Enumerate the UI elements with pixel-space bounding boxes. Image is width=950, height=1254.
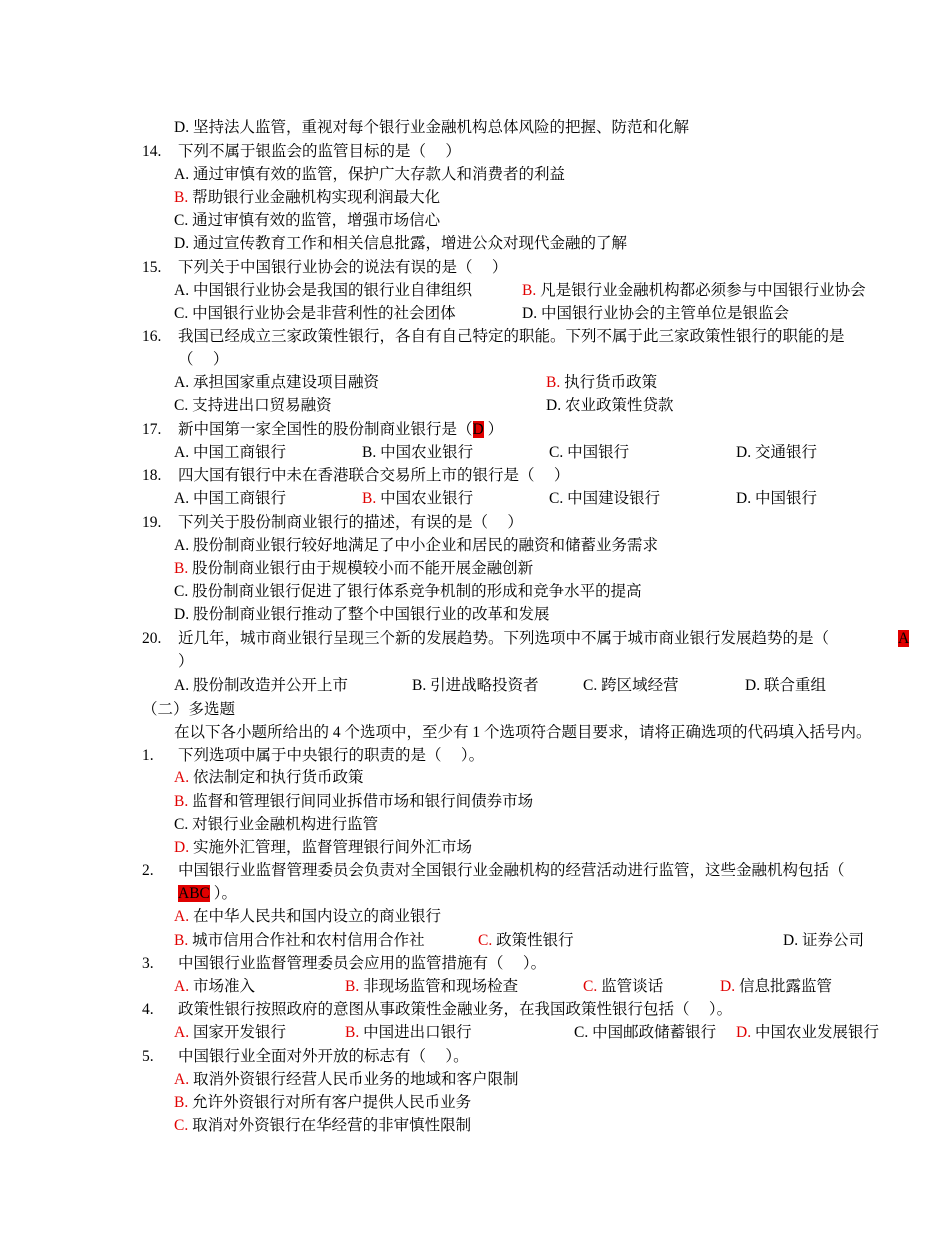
q17-option-c: C. 中国银行 — [549, 444, 630, 461]
m3-option-b: B. 非现场监管和现场检查 — [345, 978, 519, 995]
q16-option-c: C. 支持进出口贸易融资 — [174, 397, 332, 414]
answer-letter: D. — [720, 978, 736, 995]
answer-letter: A. — [174, 1024, 190, 1041]
answer-letter: C. — [174, 1117, 189, 1134]
q14-option-a: A. 通过审慎有效的监管，保护广大存款人和消费者的利益 — [174, 166, 565, 183]
m4-stem: 政策性银行按照政府的意图从事政策性金融业务，在我国政策性银行包括（ ）。 — [178, 1001, 733, 1018]
q19-option-b: B. 股份制商业银行由于规模较小而不能开展金融创新 — [174, 560, 534, 577]
m4-number: 4. — [142, 1001, 154, 1018]
q17-stem: 新中国第一家全国性的股份制商业银行是（D ） — [178, 421, 504, 438]
m1-option-d: D. 实施外汇管理，监督管理银行间外汇市场 — [174, 839, 472, 856]
q20-option-d: D. 联合重组 — [745, 677, 826, 694]
q17-number: 17. — [142, 421, 162, 438]
q19-option-a: A. 股份制商业银行较好地满足了中小企业和居民的融资和储蓄业务需求 — [174, 537, 658, 554]
m1-option-c: C. 对银行业金融机构进行监管 — [174, 816, 379, 833]
q18-option-c: C. 中国建设银行 — [549, 490, 661, 507]
answer-letter: A. — [174, 978, 190, 995]
answer-letter: B. — [522, 282, 537, 299]
q20-number: 20. — [142, 630, 162, 647]
answer-letter: B. — [174, 793, 189, 810]
q16-stem-cont: （ ） — [178, 351, 229, 368]
q15-option-c: C. 中国银行业协会是非营利性的社会团体 — [174, 305, 456, 322]
section-title: （二）多选题 — [142, 701, 236, 718]
m2-option-d: D. 证券公司 — [783, 932, 864, 949]
q20-stem-cont: ） — [178, 653, 194, 670]
m5-option-a: A. 取消外资银行经营人民币业务的地域和客户限制 — [174, 1071, 519, 1088]
answer-letter: B. — [345, 978, 360, 995]
q15-number: 15. — [142, 259, 162, 276]
section-instruction: 在以下各小题所给出的 4 个选项中，至少有 1 个选项符合题目要求，请将正确选项的代码填入括号内。 — [174, 724, 872, 741]
q20-answer — [898, 629, 909, 649]
q13-option-d: D. 坚持法人监管，重视对每个银行业金融机构总体风险的把握、防范和化解 — [174, 119, 689, 136]
answer-highlight: A — [898, 630, 910, 647]
m1-option-b: B. 监督和管理银行间同业拆借市场和银行间债券市场 — [174, 793, 534, 810]
q18-stem: 四大国有银行中未在香港联合交易所上市的银行是（ ） — [178, 467, 570, 484]
m1-number: 1. — [142, 747, 154, 764]
q19-option-c: C. 股份制商业银行促进了银行体系竞争机制的形成和竞争水平的提高 — [174, 583, 642, 600]
q14-option-b: B. 帮助银行业金融机构实现利润最大化 — [174, 189, 441, 206]
m4-option-d: D. 中国农业发展银行 — [736, 1024, 879, 1041]
m3-option-a: A. 市场准入 — [174, 978, 255, 995]
answer-letter: C. — [583, 978, 598, 995]
answer-letter: B. — [345, 1024, 360, 1041]
q18-option-a: A. 中国工商银行 — [174, 490, 286, 507]
m2-number: 2. — [142, 862, 154, 879]
answer-letter: A. — [174, 769, 190, 786]
m3-option-d: D. 信息批露监管 — [720, 978, 832, 995]
m4-option-b: B. 中国进出口银行 — [345, 1024, 472, 1041]
m1-stem: 下列选项中属于中央银行的职责的是（ ）。 — [178, 747, 485, 764]
m4-option-a: A. 国家开发银行 — [174, 1024, 286, 1041]
m2-stem-cont: ABC ）。 — [178, 885, 238, 902]
answer-letter: B. — [174, 932, 189, 949]
q20-stem: 近几年，城市商业银行呈现三个新的发展趋势。下列选项中不属于城市商业银行发展趋势的是（ — [178, 630, 830, 647]
q15-option-a: A. 中国银行业协会是我国的银行业自律组织 — [174, 282, 472, 299]
q20-option-a: A. 股份制改造并公开上市 — [174, 677, 348, 694]
m4-option-c: C. 中国邮政储蓄银行 — [574, 1024, 717, 1041]
answer-letter: A. — [174, 908, 190, 925]
q17-option-a: A. 中国工商银行 — [174, 444, 286, 461]
answer-letter: D. — [736, 1024, 752, 1041]
q18-number: 18. — [142, 467, 162, 484]
q16-stem: 我国已经成立三家政策性银行，各自有自己特定的职能。下列不属于此三家政策性银行的职能的是 — [178, 328, 845, 345]
answer-letter: B. — [362, 490, 377, 507]
q19-stem: 下列关于股份制商业银行的描述，有误的是（ ） — [178, 514, 523, 531]
answer-highlight: D — [472, 421, 484, 438]
q15-stem: 下列关于中国银行业协会的说法有误的是（ ） — [178, 259, 508, 276]
q18-option-d: D. 中国银行 — [736, 490, 817, 507]
q14-stem: 下列不属于银监会的监管目标的是（ ） — [178, 143, 461, 160]
q20-option-c: C. 跨区域经营 — [583, 677, 679, 694]
m2-option-c: C. 政策性银行 — [478, 932, 574, 949]
m5-option-c: C. 取消对外资银行在华经营的非审慎性限制 — [174, 1117, 472, 1134]
q19-option-d: D. 股份制商业银行推动了整个中国银行业的改革和发展 — [174, 606, 550, 623]
m5-number: 5. — [142, 1048, 154, 1065]
q15-option-d: D. 中国银行业协会的主管单位是银监会 — [522, 305, 789, 322]
q20-option-b: B. 引进战略投资者 — [412, 677, 539, 694]
q16-number: 16. — [142, 328, 162, 345]
q14-option-d: D. 通过宣传教育工作和相关信息批露，增进公众对现代金融的了解 — [174, 235, 627, 252]
answer-letter: B. — [546, 374, 561, 391]
answer-letter: B. — [174, 560, 189, 577]
answer-letter: B. — [174, 1094, 189, 1111]
q17-option-b: B. 中国农业银行 — [362, 444, 474, 461]
m5-option-b: B. 允许外资银行对所有客户提供人民币业务 — [174, 1094, 472, 1111]
q16-option-a: A. 承担国家重点建设项目融资 — [174, 374, 379, 391]
q14-number: 14. — [142, 143, 162, 160]
m2-option-b: B. 城市信用合作社和农村信用合作社 — [174, 932, 425, 949]
answer-letter: A. — [174, 1071, 190, 1088]
q17-option-d: D. 交通银行 — [736, 444, 817, 461]
answer-letter: D. — [174, 839, 190, 856]
m1-option-a: A. 依法制定和执行货币政策 — [174, 769, 364, 786]
m3-number: 3. — [142, 955, 154, 972]
q18-option-b: B. 中国农业银行 — [362, 490, 474, 507]
q16-option-b: B. 执行货币政策 — [546, 374, 658, 391]
answer-highlight: ABC — [178, 885, 210, 902]
m2-stem: 中国银行业监督管理委员会负责对全国银行业金融机构的经营活动进行监管，这些金融机构包括（ — [178, 862, 845, 879]
q16-option-d: D. 农业政策性贷款 — [546, 397, 674, 414]
q15-option-b: B. 凡是银行业金融机构都必须参与中国银行业协会 — [522, 282, 866, 299]
m3-option-c: C. 监管谈话 — [583, 978, 664, 995]
q14-option-c: C. 通过审慎有效的监管，增强市场信心 — [174, 212, 441, 229]
m3-stem: 中国银行业监督管理委员会应用的监管措施有（ ）。 — [178, 955, 547, 972]
m2-option-a: A. 在中华人民共和国内设立的商业银行 — [174, 908, 441, 925]
m5-stem: 中国银行业全面对外开放的标志有（ ）。 — [178, 1048, 469, 1065]
answer-letter: B. — [174, 189, 189, 206]
q19-number: 19. — [142, 514, 162, 531]
answer-letter: C. — [478, 932, 493, 949]
